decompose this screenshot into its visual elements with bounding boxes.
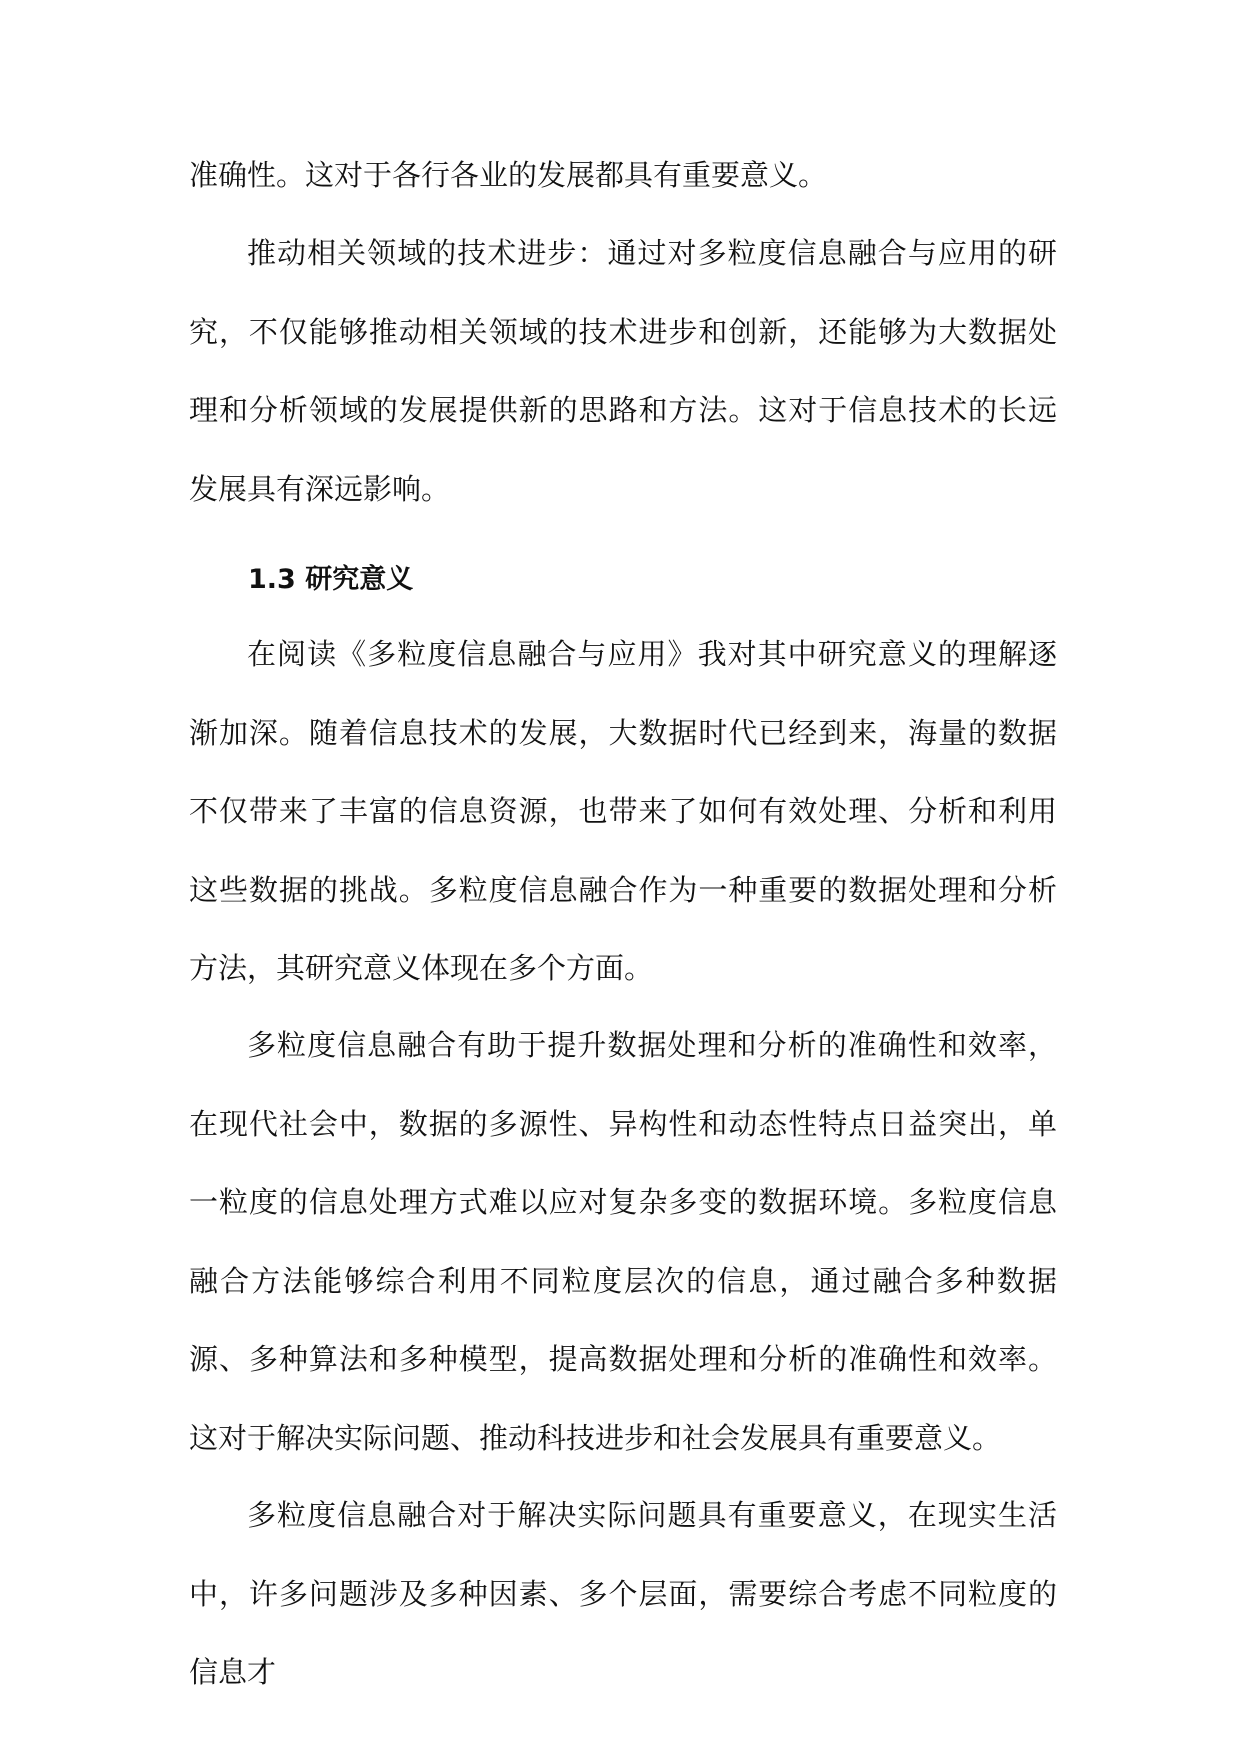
paragraph-continuation: 准确性。这对于各行各业的发展都具有重要意义。 — [189, 158, 828, 192]
section-heading: 1.3 研究意义 — [248, 564, 414, 595]
paragraph-research-significance-intro: 在阅读《多粒度信息融合与应用》我对其中研究意义的理解逐渐加深。随着信息技术的发展，大数据时代已经到来，海量的数据不仅带来了丰富的信息资源，也带来了如何有效处理、分析和利用这些数据的挑战。多粒度信息融合作为一种重要的数据处理和分析方法，其研究意义体现在多个方面。 — [189, 637, 1057, 985]
paragraph-accuracy-efficiency: 多粒度信息融合有助于提升数据处理和分析的准确性和效率，在现代社会中，数据的多源性、异构性和动态性特点日益突出，单一粒度的信息处理方式难以应对复杂多变的数据环境。多粒度信息融合方法能够综合利用不同粒度层次的信息，通过融合多种数据源、多种算法和多种模型，提高数据处理和分析的准确性和效率。这对于解决实际问题、推动科技进步和社会发展具有重要意义。 — [189, 1028, 1057, 1455]
paragraph-practical-problems: 多粒度信息融合对于解决实际问题具有重要意义，在现实生活中，许多问题涉及多种因素、多个层面，需要综合考虑不同粒度的信息才 — [189, 1498, 1057, 1689]
paragraph-tech-progress: 推动相关领域的技术进步：通过对多粒度信息融合与应用的研究，不仅能够推动相关领域的技术进步和创新，还能够为大数据处理和分析领域的发展提供新的思路和方法。这对于信息技术的长远发展具有深远影响。 — [189, 236, 1057, 506]
